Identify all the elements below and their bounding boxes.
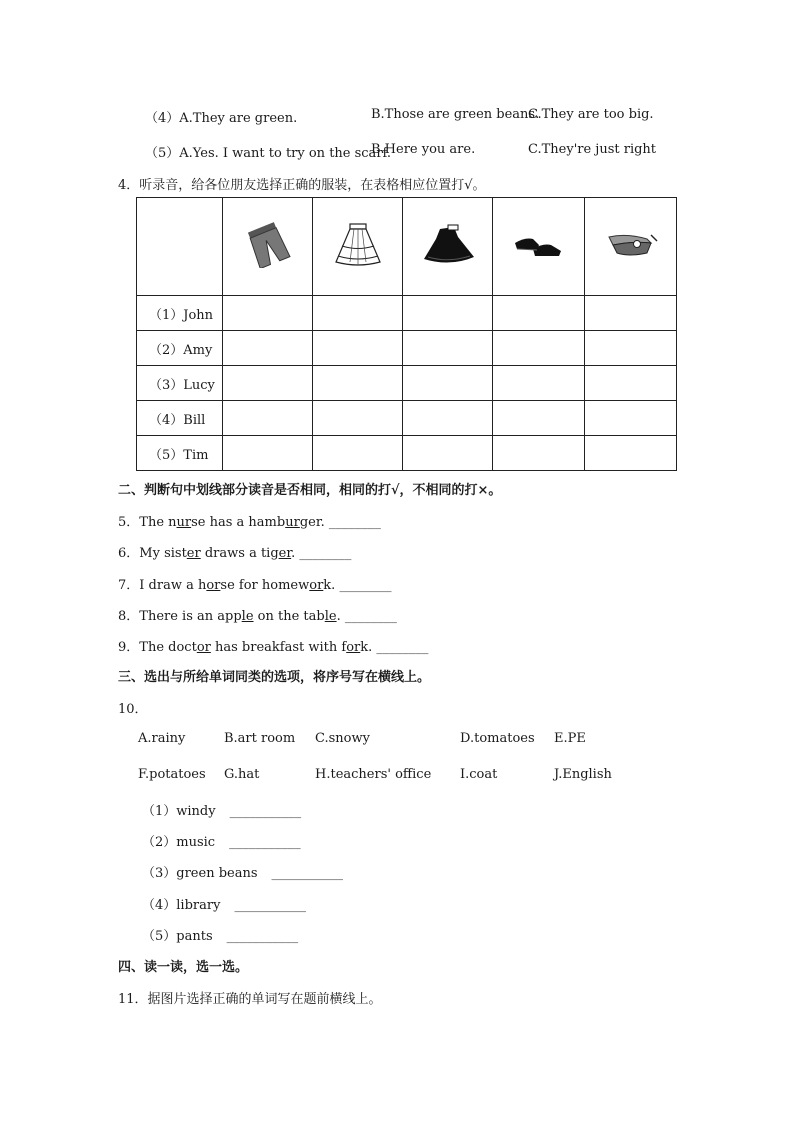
q3-5-num: （5） [145, 146, 180, 161]
answer-cell[interactable] [585, 436, 677, 471]
q10-item-3 [142, 862, 343, 881]
q8-text: There is an app [139, 609, 242, 624]
q7-num: 7． [118, 578, 140, 593]
answer-cell[interactable] [313, 331, 403, 366]
q7-text: I draw a h [139, 578, 207, 593]
skirt-icon [330, 220, 386, 270]
q5-text: se has a hamb [191, 515, 286, 530]
q3-4-b: B.Those are green beans. [371, 107, 540, 122]
shoes-icon [511, 227, 567, 263]
table-row [137, 401, 677, 436]
q9-text: has breakfast with f [210, 640, 347, 655]
q5-text: The n [139, 515, 177, 530]
answer-blank[interactable]: ___________ [271, 866, 344, 881]
q11-instruction: 11．据图片选择正确的单词写在题前横线上。 [118, 992, 382, 1007]
q10-number: 10． [118, 702, 148, 717]
answer-cell[interactable] [223, 436, 313, 471]
q3-5-a: A.Yes. I want to try on the scarf. [179, 146, 392, 161]
q4-title: 4．听录音，给各位朋友选择正确的服装，在表格相应位置打√。 [118, 178, 486, 193]
option: F.potatoes [138, 767, 206, 782]
q5-sentence [118, 511, 381, 530]
clothes-table [136, 197, 677, 471]
q7-sentence [118, 574, 391, 593]
q6-text: draws a tig [200, 546, 279, 561]
answer-cell[interactable] [313, 436, 403, 471]
answer-cell[interactable] [223, 401, 313, 436]
q6-num: 6． [118, 546, 140, 561]
q6-underlined: er [278, 546, 292, 561]
answer-cell[interactable] [223, 331, 313, 366]
skirt-cell [313, 198, 403, 296]
section2-title: 二、判断句中划线部分读音是否相同，相同的打√，不相同的打×。 [118, 483, 502, 498]
option: D.tomatoes [460, 731, 535, 746]
q3-option-row-5 [145, 142, 391, 161]
answer-cell[interactable] [403, 436, 493, 471]
q9-num: 9． [118, 640, 140, 655]
option: B.art room [224, 731, 296, 746]
q8-sentence [118, 605, 397, 624]
q9-underlined: or [346, 640, 361, 655]
option: J.English [554, 767, 612, 782]
answer-blank[interactable]: ___________ [234, 898, 306, 913]
option: E.PE [554, 731, 586, 746]
answer-cell[interactable] [493, 436, 585, 471]
table-row [137, 366, 677, 401]
q8-num: 8． [118, 609, 140, 624]
q5-underlined: ur [285, 515, 300, 530]
q6-sentence [118, 542, 351, 561]
answer-cell[interactable] [403, 366, 493, 401]
q3-4-c: C.They are too big. [528, 107, 654, 122]
q3-5-b: B.Here you are. [371, 142, 476, 157]
item-word: （5）pants [142, 929, 213, 944]
q5-blank[interactable]: ger. ________ [299, 515, 381, 530]
answer-cell[interactable] [493, 331, 585, 366]
corner-cell [137, 198, 223, 296]
row-label: （4）Bill [137, 401, 223, 436]
item-word: （4）library [142, 898, 221, 913]
answer-cell[interactable] [313, 366, 403, 401]
q3-5-c: C.They're just right [528, 142, 657, 157]
item-word: （3）green beans [142, 866, 258, 881]
item-word: （1）windy [142, 804, 216, 819]
q7-underlined: or [206, 578, 221, 593]
answer-cell[interactable] [493, 401, 585, 436]
q7-text: se for homew [220, 578, 310, 593]
q10-item-2 [142, 831, 301, 850]
answer-cell[interactable] [493, 296, 585, 331]
option: G.hat [224, 767, 260, 782]
table-row [137, 296, 677, 331]
row-label: （2）Amy [137, 331, 223, 366]
q3-4-a: A.They are green. [179, 111, 298, 126]
q7-blank[interactable]: k. ________ [323, 578, 392, 593]
q8-underlined: le [241, 609, 254, 624]
pants-icon [240, 222, 296, 268]
q8-blank[interactable]: . ________ [336, 609, 397, 624]
option: C.snowy [315, 731, 370, 746]
q7-underlined: or [309, 578, 324, 593]
answer-blank[interactable]: ___________ [229, 804, 302, 819]
q9-blank[interactable]: k. ________ [360, 640, 429, 655]
q6-blank[interactable]: . ________ [291, 546, 352, 561]
q8-underlined: le [324, 609, 337, 624]
answer-cell[interactable] [313, 401, 403, 436]
row-label: （1）John [137, 296, 223, 331]
answer-cell[interactable] [585, 296, 677, 331]
answer-cell[interactable] [493, 366, 585, 401]
row-label: （3）Lucy [137, 366, 223, 401]
answer-cell[interactable] [403, 401, 493, 436]
q6-underlined: er [186, 546, 201, 561]
q10-item-1 [142, 800, 301, 819]
table-row [137, 436, 677, 471]
dress-cell [403, 198, 493, 296]
answer-blank[interactable]: ___________ [229, 835, 301, 850]
q6-text: My sist [139, 546, 187, 561]
answer-cell[interactable] [585, 401, 677, 436]
answer-blank[interactable]: ___________ [226, 929, 299, 944]
answer-cell[interactable] [403, 331, 493, 366]
q10-item-5 [142, 925, 298, 944]
answer-cell[interactable] [223, 296, 313, 331]
q9-underlined: or [196, 640, 211, 655]
shoes-cell [493, 198, 585, 296]
answer-cell[interactable] [585, 366, 677, 401]
answer-cell[interactable] [585, 331, 677, 366]
answer-cell[interactable] [223, 366, 313, 401]
dress-icon [418, 223, 478, 267]
q5-num: 5． [118, 515, 140, 530]
section4-title: 四、读一读，选一选。 [118, 960, 249, 975]
answer-cell[interactable] [313, 296, 403, 331]
q10-item-4 [142, 894, 306, 913]
pants-cell [223, 198, 313, 296]
q3-4-num: （4） [145, 111, 180, 126]
q3-option-row-4 [145, 107, 297, 126]
hat-icon [603, 227, 659, 263]
table-row [137, 331, 677, 366]
q9-text: The doct [139, 640, 197, 655]
hat-cell [585, 198, 677, 296]
q5-underlined: ur [176, 515, 192, 530]
option: H.teachers' office [315, 767, 432, 782]
answer-cell[interactable] [403, 296, 493, 331]
section3-title: 三、选出与所给单词同类的选项，将序号写在横线上。 [118, 670, 431, 685]
option: I.coat [460, 767, 498, 782]
q8-text: on the tab [253, 609, 325, 624]
option: A.rainy [138, 731, 186, 746]
row-label: （5）Tim [137, 436, 223, 471]
item-word: （2）music [142, 835, 216, 850]
q9-sentence [118, 636, 428, 655]
